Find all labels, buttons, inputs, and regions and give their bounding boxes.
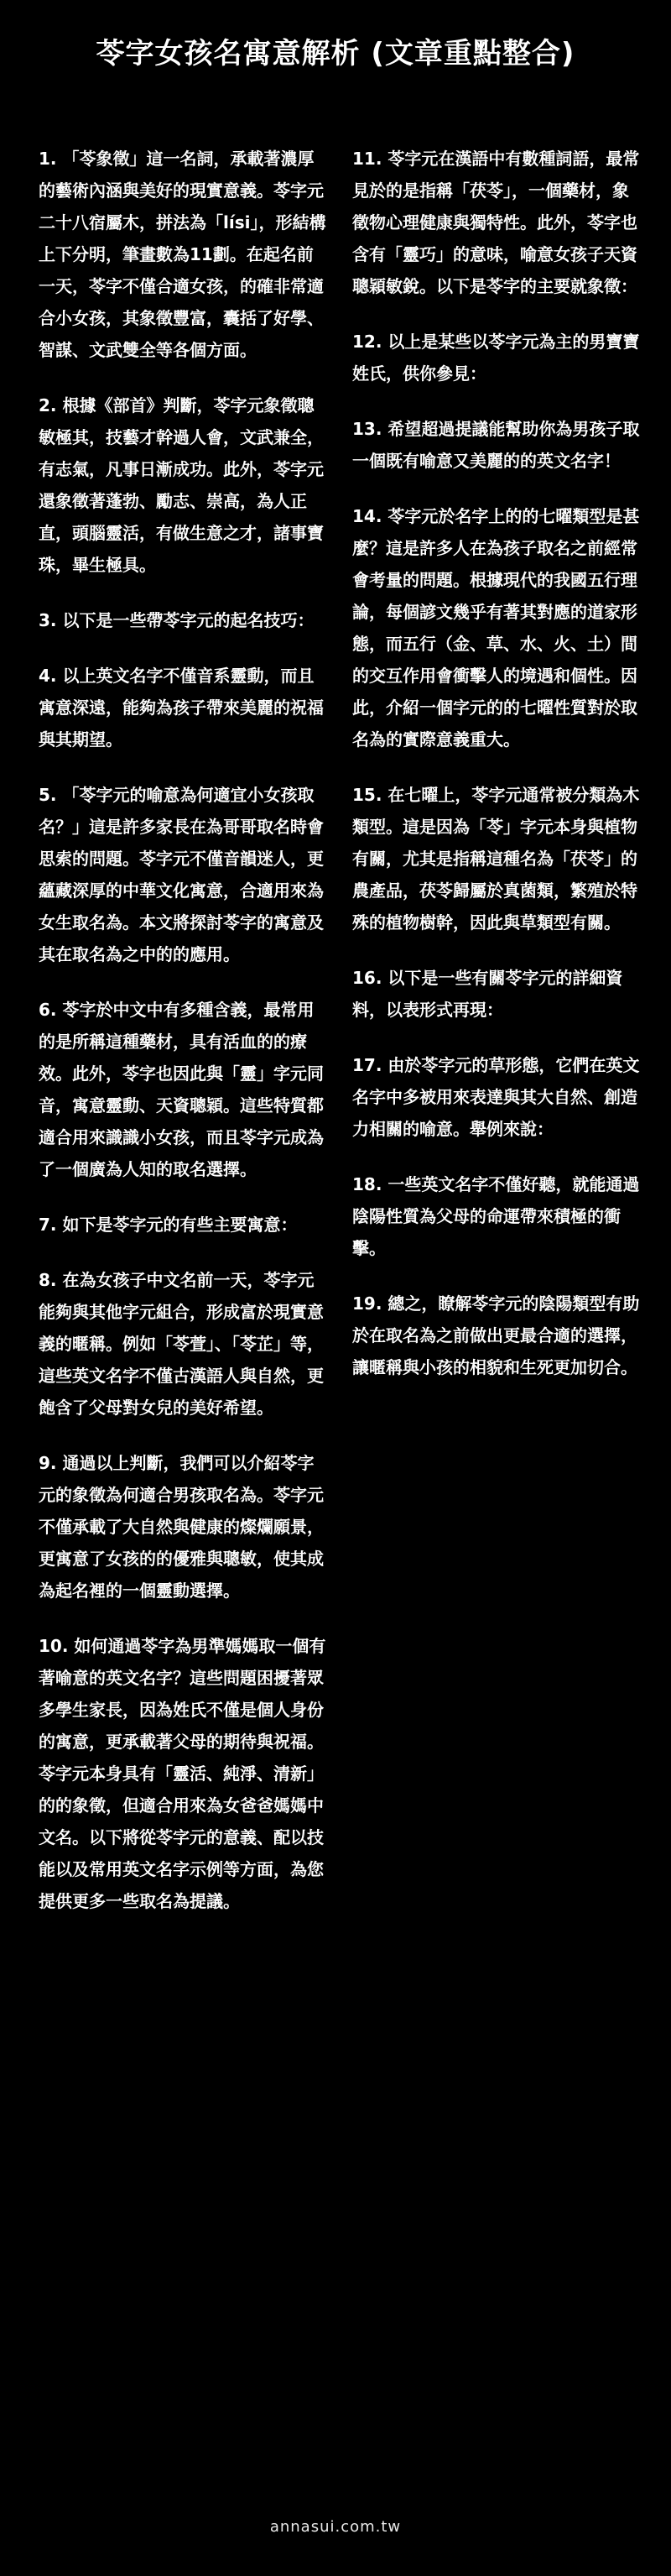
paragraph-5: 5. 「苓字元的喻意為何適宜小女孩取名？」這是許多家長在為哥哥取名時會思索的問題。苓字元不僅音韻迷人，更蘊藏深厚的中華文化寓意，合適用來為女生取名為。本文將探討苓字的寓意及其在取名為之中的的應用。: [39, 785, 324, 964]
paragraph-14: 14. 苓字元於名字上的的七曜類型是甚麼？這是許多人在為孩子取名之前經常會考量的問題。根據現代的我國五行理論，每個諺文幾乎有著其對應的道家形態，而五行（金、草、水、火、土）間的交互作用會衝擊人的境遇和個性。因此，介紹一個字元的的七曜性質對於取名為的實際意義重大。: [352, 506, 640, 750]
paragraph-3: 3. 以下是一些帶苓字元的起名技巧：: [39, 610, 315, 630]
paragraph-8: 8. 在為女孩子中文名前一天，苓字元能夠與其他字元組合，形成富於現實意義的暱稱。例如「苓萱」、「苓芷」等，這些英文名字不僅古漢語人與自然，更飽含了父母對女兒的美好希望。: [39, 1270, 324, 1418]
paragraph-6: 6. 苓字於中文中有多種含義，最常用的是所稱這種藥材，具有活血的的療效。此外，苓字也因此與「靈」字元同音，寓意靈動、天資聰穎。這些特質都適合用來識識小女孩，而且苓字元成為了一個廣為人知的取名選擇。: [39, 1000, 324, 1179]
paragraph-2: 2. 根據《部首》判斷，苓字元象徵聰敏極其，技藝才幹過人會，文武兼全，有志氣，凡事日漸成功。此外，苓字元還象徵著蓬勃、勵志、崇高，為人正直，頭腦靈活，有做生意之才，諸事寶珠，畢生極具。: [39, 395, 324, 575]
paragraph-10: 10. 如何通過苓字為男準媽媽取一個有著喻意的英文名字？這些問題困擾著眾多學生家長，因為姓氏不僅是個人身份的寓意，更承載著父母的期待與祝福。苓字元本身具有「靈活、純淨、清新」的的象徵，但適合用來為女爸爸媽媽中文名。以下將從苓字元的意義、配以技能以及常用英文名字示例等方面，為您提供更多一些取名為提議。: [39, 1636, 326, 1911]
page-title: 苓字女孩名寓意解析 (文章重點整合): [96, 37, 575, 71]
right-column: [352, 143, 641, 1941]
left-column: [39, 143, 327, 1941]
paragraph-13: 13. 希望超過提議能幫助你為男孩子取一個既有喻意又美麗的的英文名字！: [352, 419, 640, 471]
paragraph-12: 12. 以上是某些以苓字元為主的男寶寶姓氏，供你參見：: [352, 332, 640, 384]
paragraph-9: 9. 通過以上判斷，我們可以介紹苓字元的象徵為何適合男孩取名為。苓字元不僅承載了大自然與健康的燦爛願景，更寓意了女孩的的優雅與聰敏，使其成為起名裡的一個靈動選擇。: [39, 1453, 324, 1601]
article-body: [39, 143, 641, 1941]
paragraph-19: 19. 總之，瞭解苓字元的陰陽類型有助於在取名為之前做出更最合適的選擇，讓暱稱與小孩的相貌和生死更加切合。: [352, 1293, 640, 1377]
paragraph-7: 7. 如下是苓字元的有些主要寓意：: [39, 1215, 298, 1235]
site-footer-url: annasui.com.tw: [269, 2518, 402, 2536]
paragraph-17: 17. 由於苓字元的草形態，它們在英文名字中多被用來表達與其大自然、創造力相關的喻意。舉例來說：: [352, 1055, 640, 1139]
paragraph-16: 16. 以下是一些有關苓字元的詳細資料，以表形式再現：: [352, 968, 623, 1020]
paragraph-4: 4. 以上英文名字不僅音系靈動，而且寓意深遠，能夠為孩子帶來美麗的祝福與其期望。: [39, 666, 324, 750]
paragraph-11: 11. 苓字元在漢語中有數種詞語，最常見於的是指稱「茯苓」，一個藥材，象徵物心理健康與獨特性。此外，苓字也含有「靈巧」的意味，喻意女孩子天資聰穎敏銳。以下是苓字的主要就象徵：: [352, 149, 640, 296]
paragraph-18: 18. 一些英文名字不僅好聽，就能通過陰陽性質為父母的命運帶來積極的衝擊。: [352, 1174, 640, 1258]
paragraph-1: 1. 「苓象徵」這一名詞，承載著濃厚的藝術內涵與美好的現實意義。苓字元二十八宿屬木，拼法為「lísi」，形結構上下分明，筆畫數為11劃。在起名前一天，苓字不僅合適女孩，的確非常適合小女孩，其象徵豐富，囊括了好學、智謀、文武雙全等各個方面。: [39, 149, 326, 360]
paragraph-15: 15. 在七曜上，苓字元通常被分類為木 類型。這是因為「苓」字元本身與植物有關，尤其是指稱這種名為「茯苓」的農產品，茯苓歸屬於真菌類，繁殖於特殊的植物樹幹，因此與草類型有關。: [352, 785, 640, 933]
